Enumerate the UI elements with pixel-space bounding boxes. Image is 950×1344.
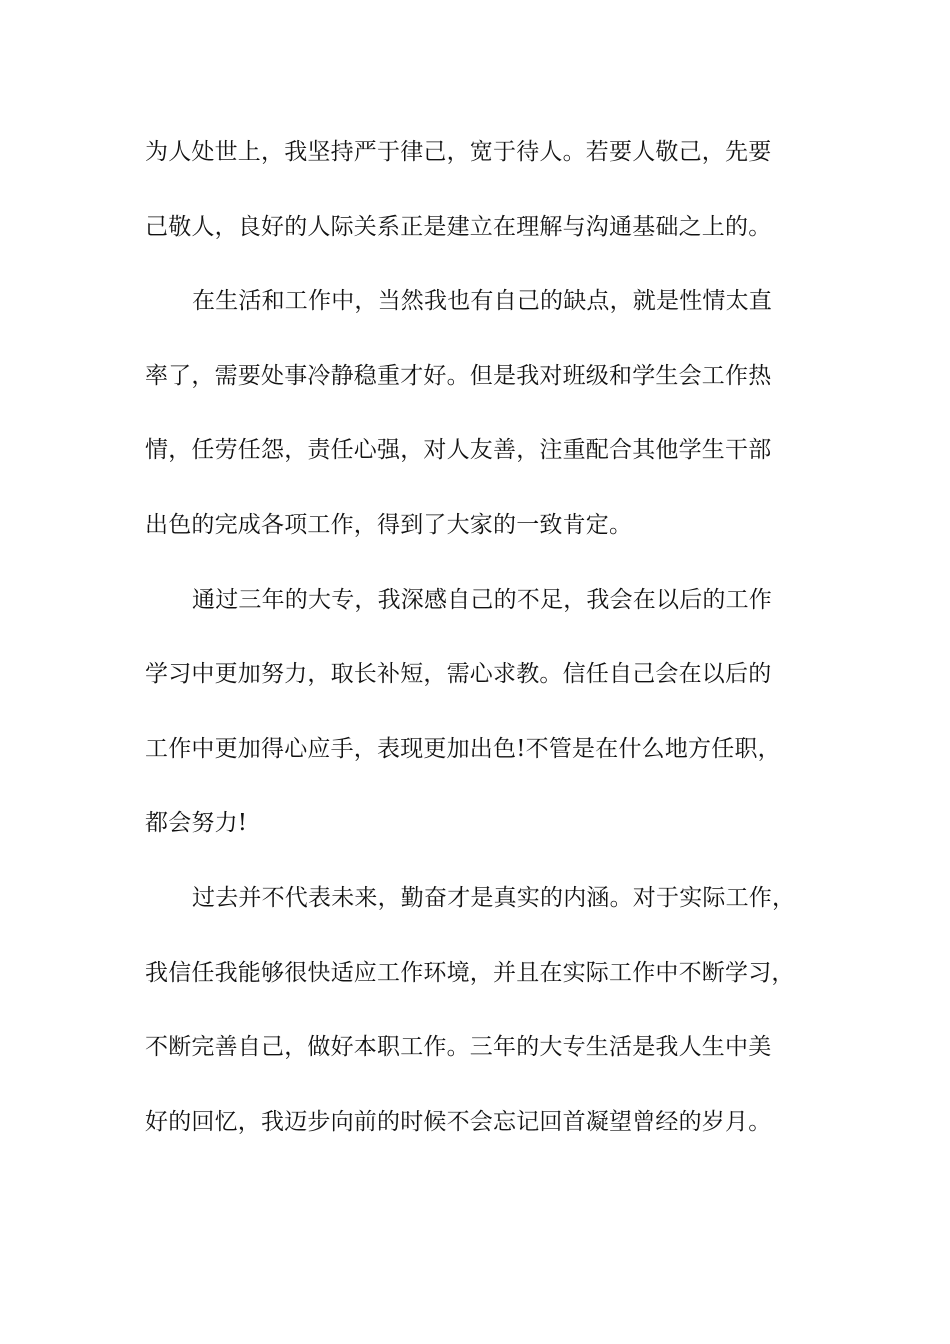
- text-line-14: 好的回忆，我迈步向前的时候不会忘记回首凝望曾经的岁月。: [145, 1108, 772, 1135]
- text-line-6: 出色的完成各项工作，得到了大家的一致肯定。: [145, 511, 633, 538]
- text-line-11: 过去并不代表未来，勤奋才是真实的内涵。对于实际工作，: [192, 884, 796, 911]
- text-line-3: 在生活和工作中，当然我也有自己的缺点，就是性情太直: [192, 288, 772, 315]
- text-line-5: 情，任劳任怨，责任心强，对人友善，注重配合其他学生干部: [145, 437, 772, 464]
- text-line-12: 我信任我能够很快适应工作环境，并且在实际工作中不断学习，: [145, 959, 795, 986]
- text-line-1: 为人处世上，我坚持严于律己，宽于待人。若要人敬己，先要: [145, 139, 772, 165]
- text-line-9: 工作中更加得心应手，表现更加出色!不管是在什么地方任职，: [145, 735, 781, 762]
- text-line-8: 学习中更加努力，取长补短，需心求教。信任自己会在以后的: [145, 661, 772, 688]
- body-text: [145, 128, 825, 1172]
- text-line-2: 己敬人，良好的人际关系正是建立在理解与沟通基础之上的。: [145, 213, 772, 240]
- text-line-4: 率了，需要处事冷静稳重才好。但是我对班级和学生会工作热: [145, 362, 772, 389]
- text-line-10: 都会努力!: [145, 810, 248, 837]
- text-line-13: 不断完善自己，做好本职工作。三年的大专生活是我人生中美: [145, 1034, 772, 1061]
- text-line-7: 通过三年的大专，我深感自己的不足，我会在以后的工作: [192, 586, 772, 613]
